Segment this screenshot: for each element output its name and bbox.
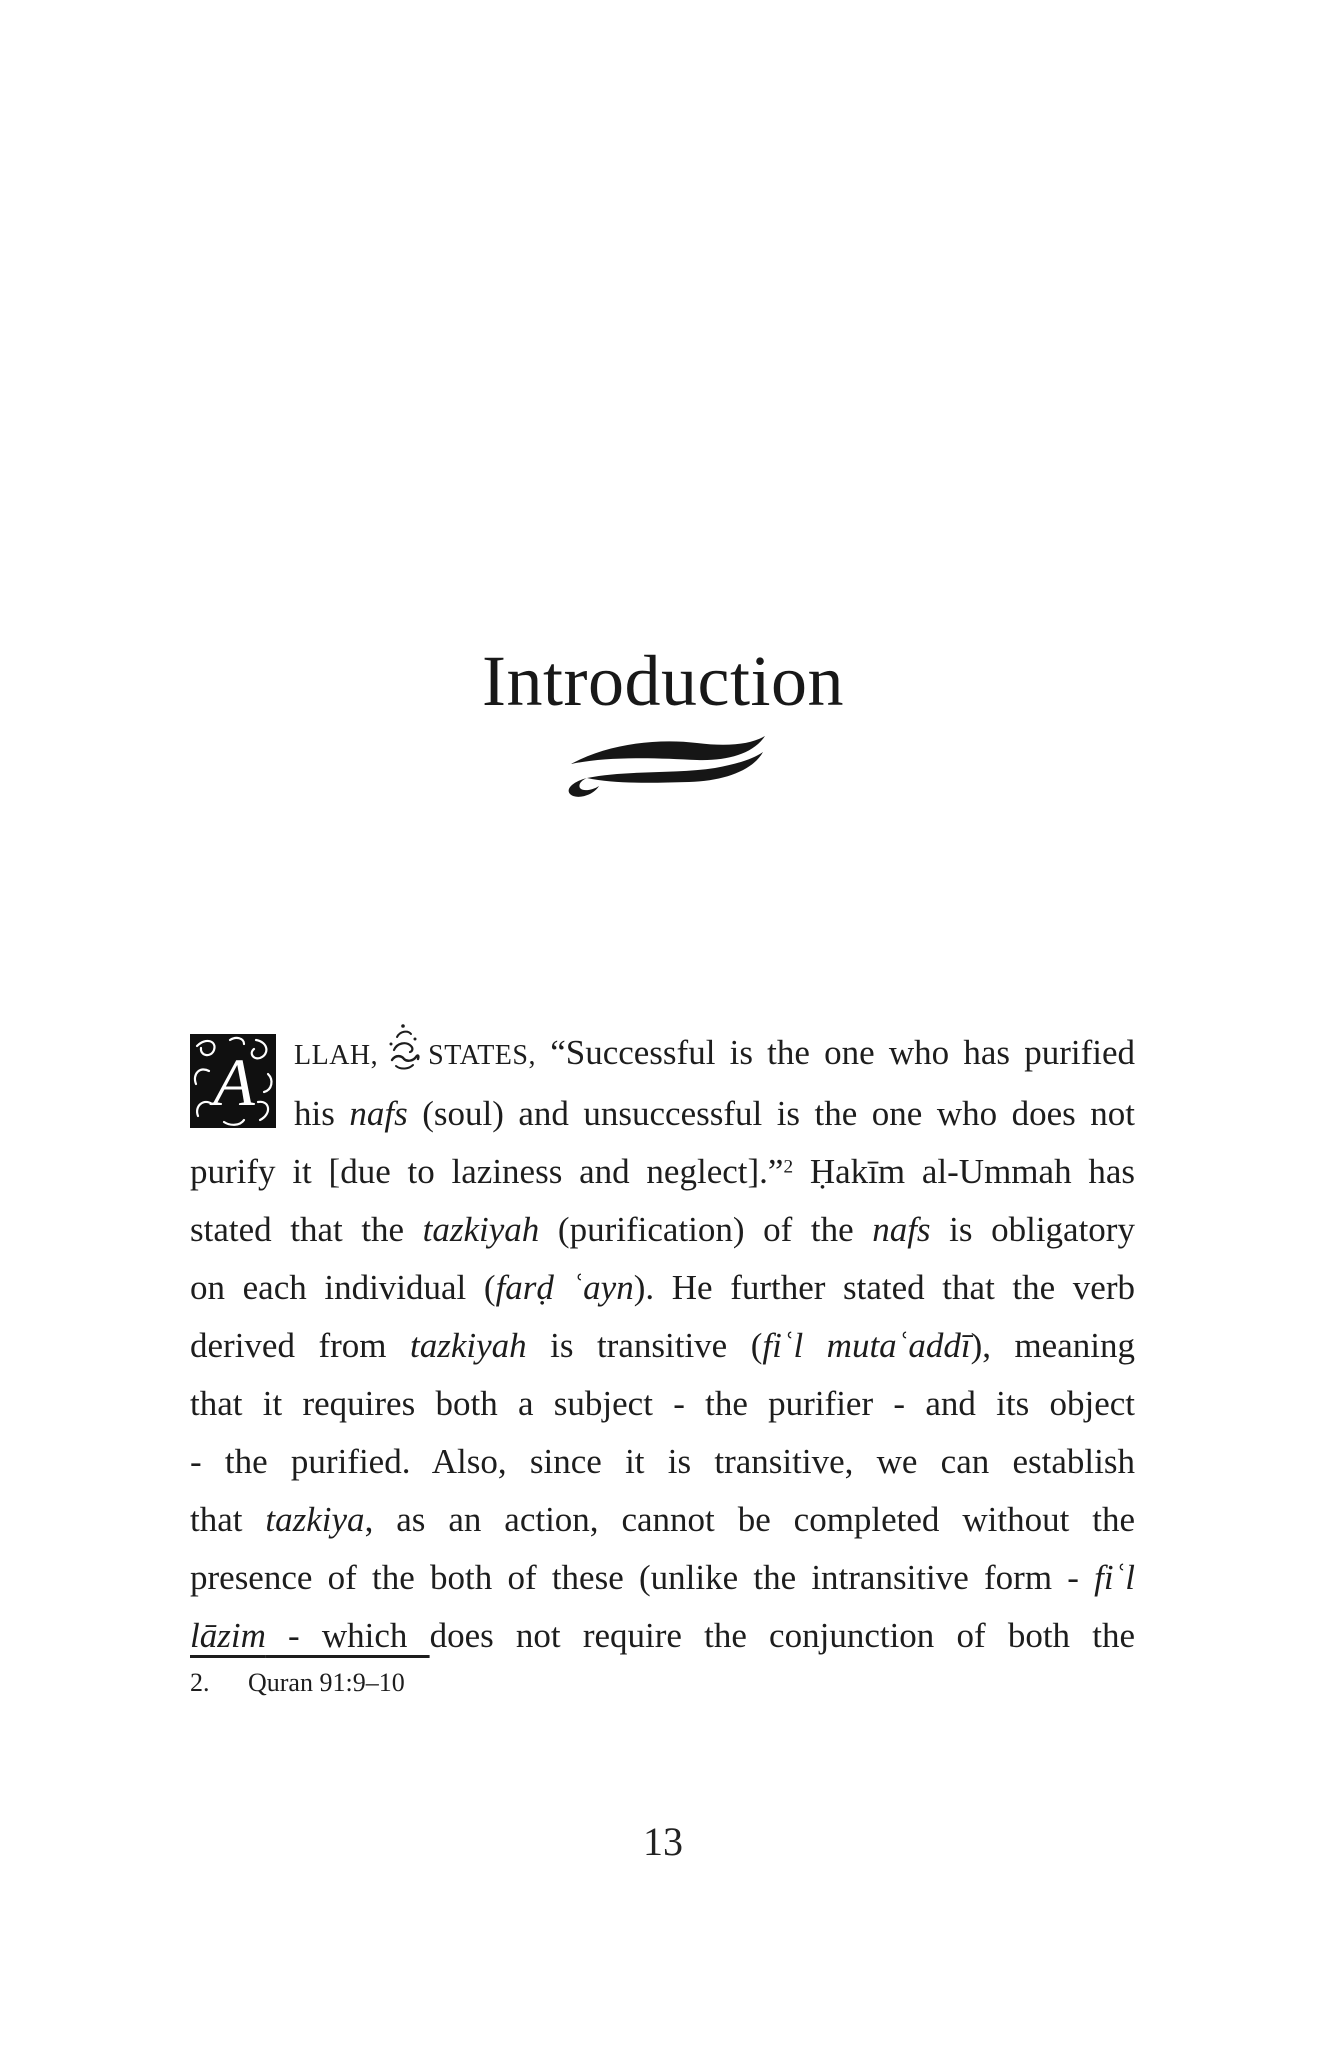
text-segment: “Successful is the one who has purified [536, 1033, 1135, 1072]
footnote-marker: 2. [190, 1668, 210, 1697]
text-segment: - the purified. Also, since it is transitive, we can establish [190, 1442, 1135, 1481]
text-segment: purify it [due to laziness and neglect].” [190, 1152, 784, 1191]
text-segment: fiʿl [1094, 1558, 1135, 1597]
body-line [190, 1317, 1135, 1375]
body-line [190, 1549, 1135, 1607]
footnote-text: Quran 91:9–10 [248, 1668, 405, 1697]
text-segment: tazkiyah [422, 1210, 540, 1249]
text-segment: tazkiyah [409, 1326, 527, 1365]
ornate-drop-cap-A [190, 1034, 276, 1128]
title-flourish-icon [557, 734, 769, 800]
text-segment: is transitive ( [526, 1326, 763, 1365]
body-line [190, 1201, 1135, 1259]
page-number: 13 [643, 1819, 683, 1864]
body-line [190, 1022, 1135, 1085]
text-segment: Ḥakīm al-Ummah has [793, 1152, 1136, 1191]
text-segment: (purification) of the [539, 1210, 873, 1249]
text-segment: - which [265, 1616, 430, 1655]
text-segment: his [294, 1094, 350, 1133]
text-segment: tazkiya [265, 1500, 365, 1539]
body-line [190, 1491, 1135, 1549]
drop-cap-letter: A [213, 1044, 255, 1120]
text-segment: derived from [190, 1326, 410, 1365]
text-segment: is obligatory [930, 1210, 1135, 1249]
body-line [190, 1085, 1135, 1143]
text-segment: fiʿl mutaʿaddī [762, 1326, 971, 1365]
body-paragraph [190, 1022, 1135, 1665]
text-segment: farḍ ʿayn [495, 1268, 634, 1307]
title-flourish [0, 734, 1326, 800]
text-segment: (soul) and unsuccessful is the one who does not [407, 1094, 1135, 1133]
text-segment: 2 [783, 1156, 794, 1178]
body-line [190, 1259, 1135, 1317]
chapter-title: Introduction [482, 641, 844, 721]
text-segment: that it requires both a subject - the purifier - and its object [190, 1384, 1135, 1423]
text-segment: ), meaning [970, 1326, 1135, 1365]
text-segment: on each individual ( [190, 1268, 496, 1307]
body-line [190, 1375, 1135, 1433]
text-segment: STATES, [428, 1040, 536, 1071]
text-segment: presence of the both of these (unlike the intransitive form - [190, 1558, 1095, 1597]
text-segment: does not require the conjunction of both the [429, 1616, 1135, 1655]
body-line [190, 1607, 1135, 1665]
text-segment: nafs [872, 1210, 931, 1249]
text-segment: LLAH, [294, 1040, 379, 1071]
text-segment: lāzim [190, 1616, 266, 1655]
text-segment: ). He further stated that the verb [633, 1268, 1135, 1307]
footnote [190, 1666, 405, 1700]
text-segment: , as an action, cannot be completed without the [364, 1500, 1135, 1539]
body-line [190, 1433, 1135, 1491]
text-segment: that [190, 1500, 266, 1539]
honorific-calligraphy-icon [384, 1022, 422, 1072]
body-line [190, 1143, 1135, 1201]
text-segment: nafs [349, 1094, 408, 1133]
text-segment: stated that the [190, 1210, 423, 1249]
